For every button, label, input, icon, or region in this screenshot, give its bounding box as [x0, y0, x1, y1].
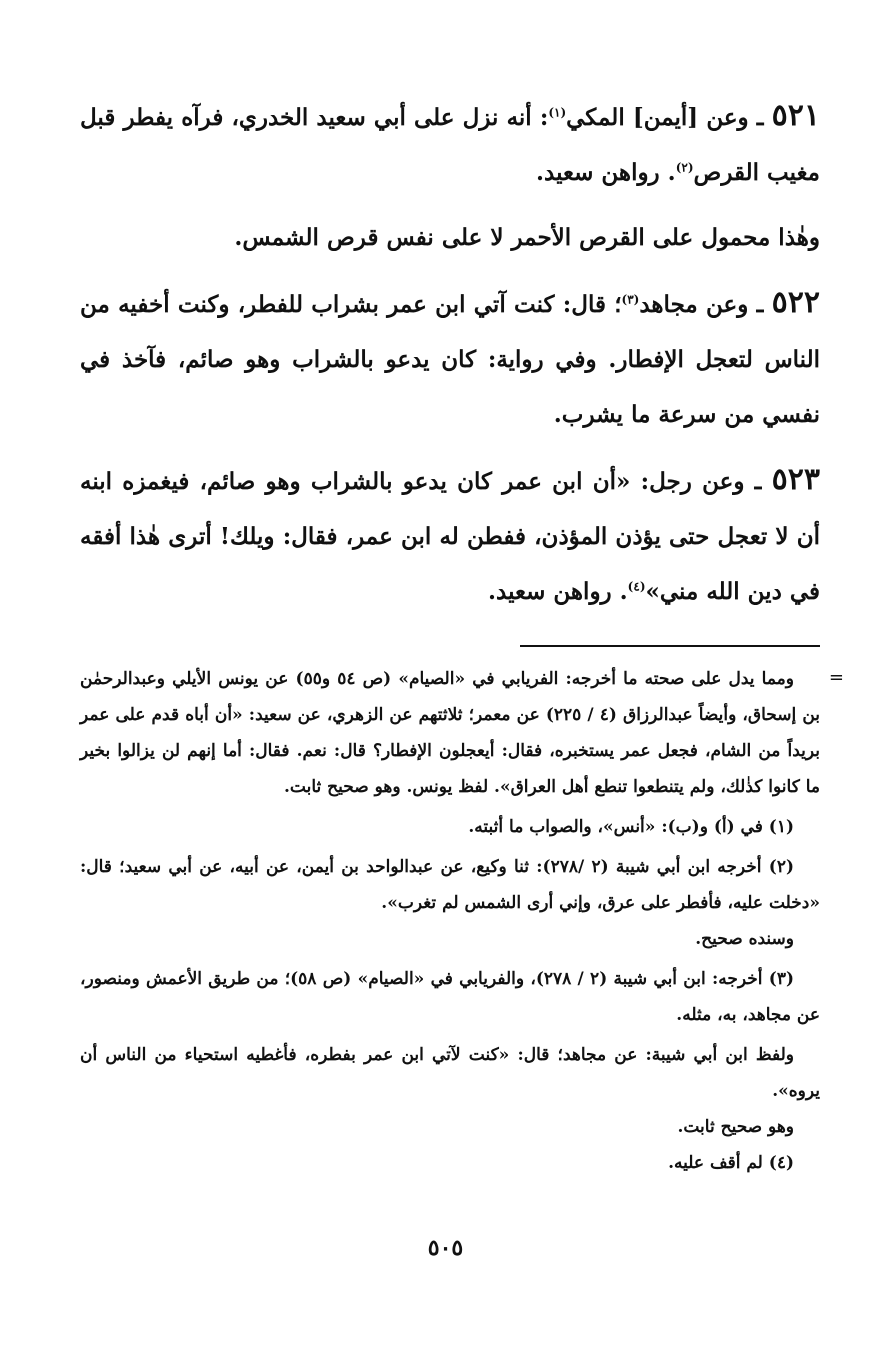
footnotes [80, 661, 844, 1181]
footnote-3: (٣) أخرجه: ابن أبي شيبة (٢ / ٢٧٨)، والفريابي في «الصيام» (ص ٥٨)؛ من طريق الأعمش ومنصور، عن مجاهد، به، مثله. [80, 969, 820, 1025]
hadith-522 [80, 275, 820, 442]
footnote-3-variant: ولفظ ابن أبي شيبة: عن مجاهد؛ قال: «كنت لآتي ابن عمر بفطره، فأغطيه استحياء من الناس أن يروه». [80, 1045, 820, 1101]
footnote-ref: (٣) [621, 292, 640, 307]
hadith-523 [80, 452, 820, 619]
footnote-separator [520, 645, 820, 647]
hadith-number: ٥٢١ [771, 98, 820, 133]
hadith-text: : أنه نزل على أبي سعيد الخدري، فرآه يفطر قبل مغيب القرص [80, 104, 820, 186]
footnote-3-grading: وهو صحيح ثابت. [677, 1117, 794, 1137]
footnote-continued: ومما يدل على صحته ما أخرجه: الفريابي في «الصيام» (ص ٥٤ و٥٥) عن يونس الأيلي وعبدالرحمٰن بن إسحاق، وأيضاً عبدالرزاق (٤ / ٢٢٥) عن معمر؛ ثلاثتهم عن الزهري، عن سعيد: «أن أباه قدم على عمر بريداً من الشام، فجعل عمر يستخبره، فقال: أيعجلون الإفطار؟ قال: نعم. فقال: أما إنهم لن يزالوا بخير ما كانوا كذٰلك، ولم يتنطعوا تنطع أهل العراق». لفظ يونس. وهو صحيح ثابت. [80, 669, 821, 797]
page-number: ٥٠٥ [427, 1235, 464, 1261]
hadith-text: ـ وعن مجاهد [639, 291, 772, 318]
footnote-ref: (٢) [675, 160, 694, 175]
hadith-number: ٥٢٢ [771, 285, 820, 320]
footnote-1: (١) في (أ) و(ب): «أنس»، والصواب ما أثبته. [468, 817, 794, 837]
hadith-521 [80, 88, 820, 200]
main-text [80, 88, 820, 619]
hadith-number: ٥٢٣ [771, 462, 820, 497]
footnote-2-grading: وسنده صحيح. [695, 929, 794, 949]
hadith-text: ـ وعن رجل: «أن ابن عمر كان يدعو بالشراب وهو صائم، فيغمزه ابنه أن لا تعجل حتى يؤذن المؤذن، ففطن له ابن عمر، فقال: ويلك! أترى هٰذا أفقه في دين الله مني» [80, 468, 820, 605]
continuation-mark: = [828, 667, 844, 688]
hadith-text: . رواهن سعيد. [536, 159, 676, 186]
footnote-ref: (٤) [627, 579, 646, 594]
hadith-text: ؛ قال: كنت آتي ابن عمر بشراب للفطر، وكنت أخفيه من الناس لتعجل الإفطار. وفي رواية: كان يدعو بالشراب وهو صائم، فآخذ في نفسي من سرعة ما يشرب. [80, 291, 820, 428]
hadith-text: . رواهن سعيد. [488, 578, 628, 605]
footnote-4: (٤) لم أقف عليه. [668, 1153, 794, 1173]
hadith-text: ـ وعن [أيمن] المكي [566, 104, 772, 131]
author-comment: وهٰذا محمول على القرص الأحمر لا على نفس قرص الشمس. [234, 224, 820, 251]
footnote-2: (٢) أخرجه ابن أبي شيبة (٢ /٢٧٨): ثنا وكيع، عن عبدالواحد بن أيمن، عن أبيه، عن أبي سعيد؛ قال: «دخلت عليه، فأفطر على عرق، وإني أرى الشمس لم تغرب». [80, 857, 820, 913]
page-body [80, 88, 844, 1181]
footnote-ref: (١) [548, 105, 567, 120]
